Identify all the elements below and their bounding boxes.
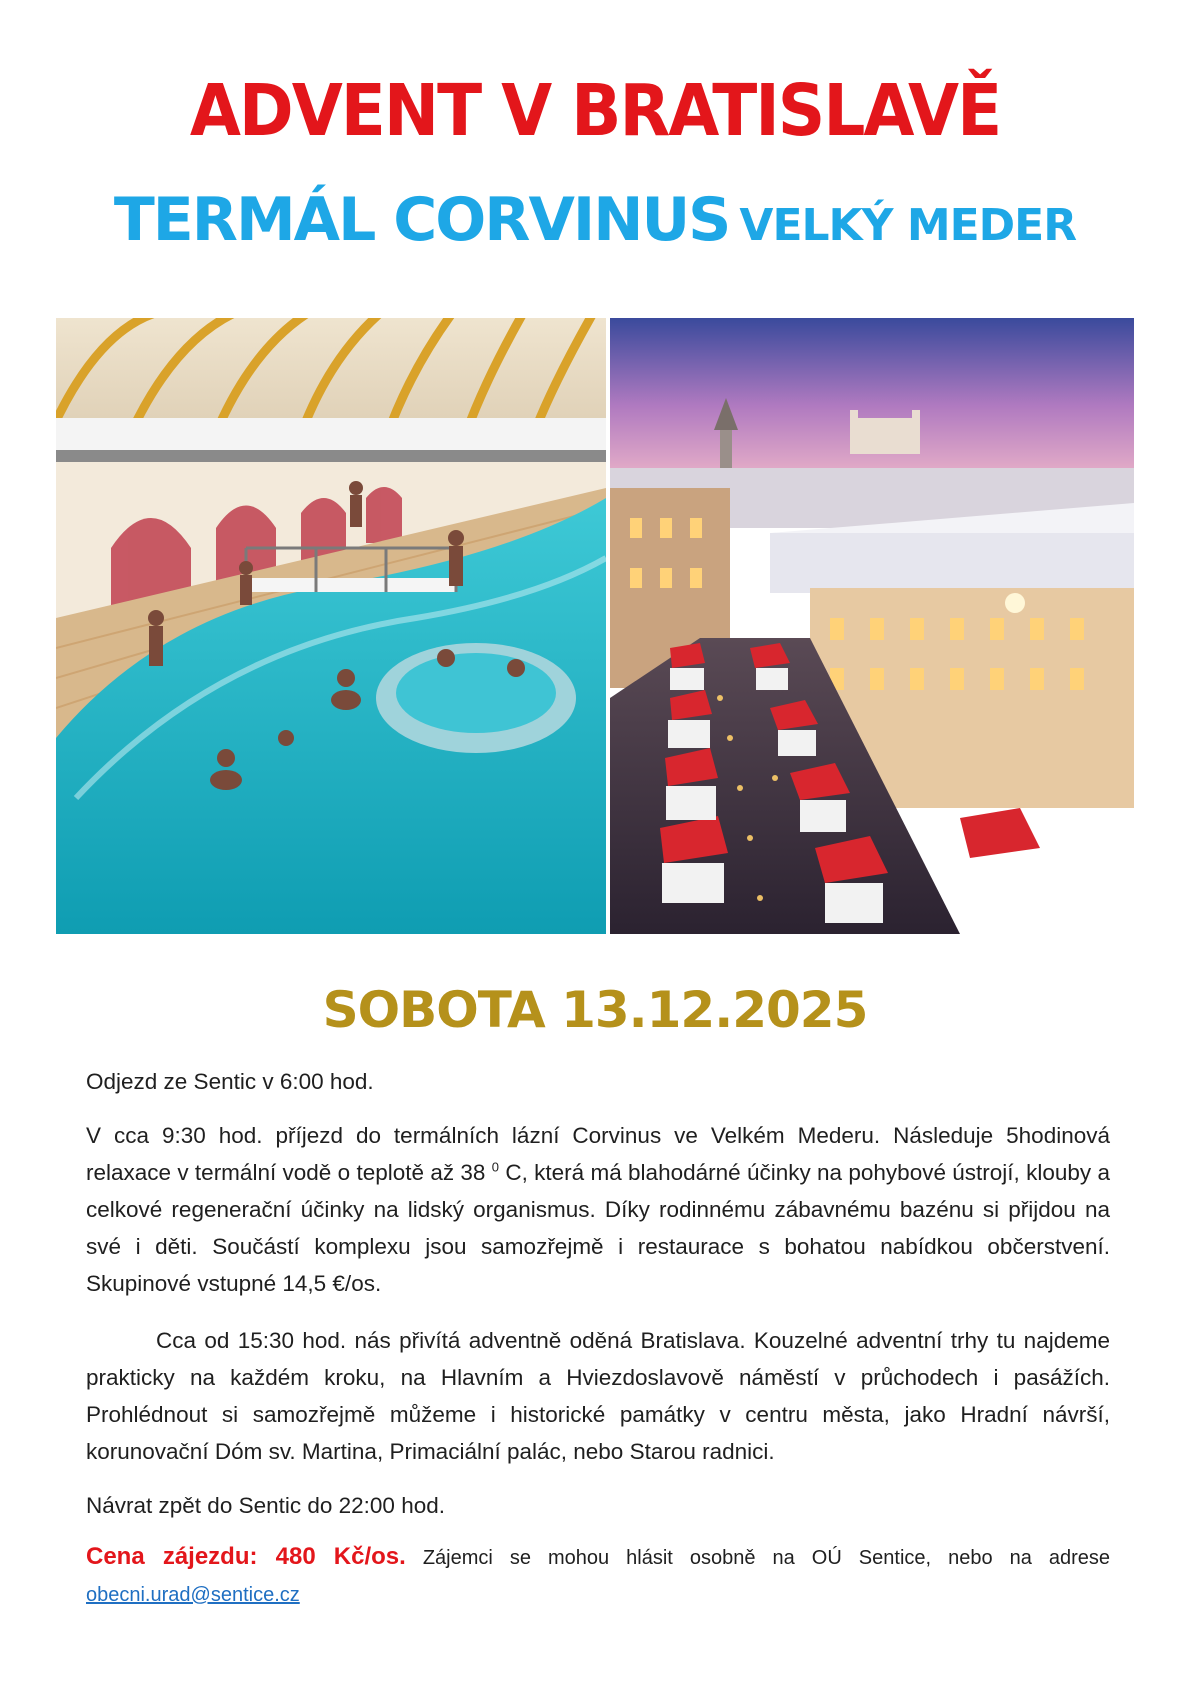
photo-strip <box>56 318 1134 934</box>
subtitle-place: VELKÝ MEDER <box>739 200 1077 251</box>
bratislava-paragraph: Cca od 15:30 hod. nás přivítá adventně oděná Bratislava. Kouzelné adventní trhy tu najdeme prakticky na každém kroku, na Hlavním a Hviezdoslavově náměstí v průchodech i pasážích. Prohlédnout si samozřejmě můžeme i historické památky v centru města, jako Hradní návrší, korunovační Dóm sv. Martina, Primaciální palác, nebo Starou radnici. <box>86 1328 1110 1464</box>
event-date: SOBOTA 13.12.2025 <box>322 981 868 1039</box>
price-label: Cena zájezdu: 480 Kč/os. <box>86 1543 406 1570</box>
thermal-pool-image <box>56 318 606 934</box>
bratislava-image <box>610 318 1134 934</box>
thermal-pool-photo <box>56 318 606 934</box>
spa-paragraph <box>86 1117 1110 1302</box>
spa-text-2: C, která má blahodárné účinky na pohybové ústrojí, klouby a celkové regenerační účinky na lidský organismus. Díky rodinnému zábavnému bazénu si přijdou na své i děti. Součástí komplexu jsou samozřejmě i restaurace s bohatou nabídkou občerstvení. Skupinové vstupné 14,5 €/os. <box>86 1160 1110 1296</box>
page-subtitle <box>0 185 1190 255</box>
page-title: ADVENT V BRATISLAVĚ <box>189 68 1001 153</box>
degree-mark: 0 <box>491 1159 499 1175</box>
return-text: Návrat zpět do Sentic do 22:00 hod. <box>86 1493 445 1518</box>
pricing-paragraph <box>86 1538 1110 1614</box>
spa-text-1: V cca 9:30 hod. příjezd do termálních lázní Corvinus ve Velkém Mederu. Následuje 5hodinová relaxace v termální vodě o teplotě až 38 <box>86 1123 1110 1185</box>
subtitle-main: TERMÁL CORVINUS <box>113 185 730 255</box>
bratislava-market-photo <box>610 318 1134 934</box>
contact-text: Zájemci se mohou hlásit osobně na OÚ Sentice, nebo na adrese <box>405 1547 1111 1569</box>
email-link[interactable]: obecni.urad@sentice.cz <box>86 1584 300 1606</box>
departure-text: Odjezd ze Sentic v 6:00 hod. <box>86 1069 374 1094</box>
